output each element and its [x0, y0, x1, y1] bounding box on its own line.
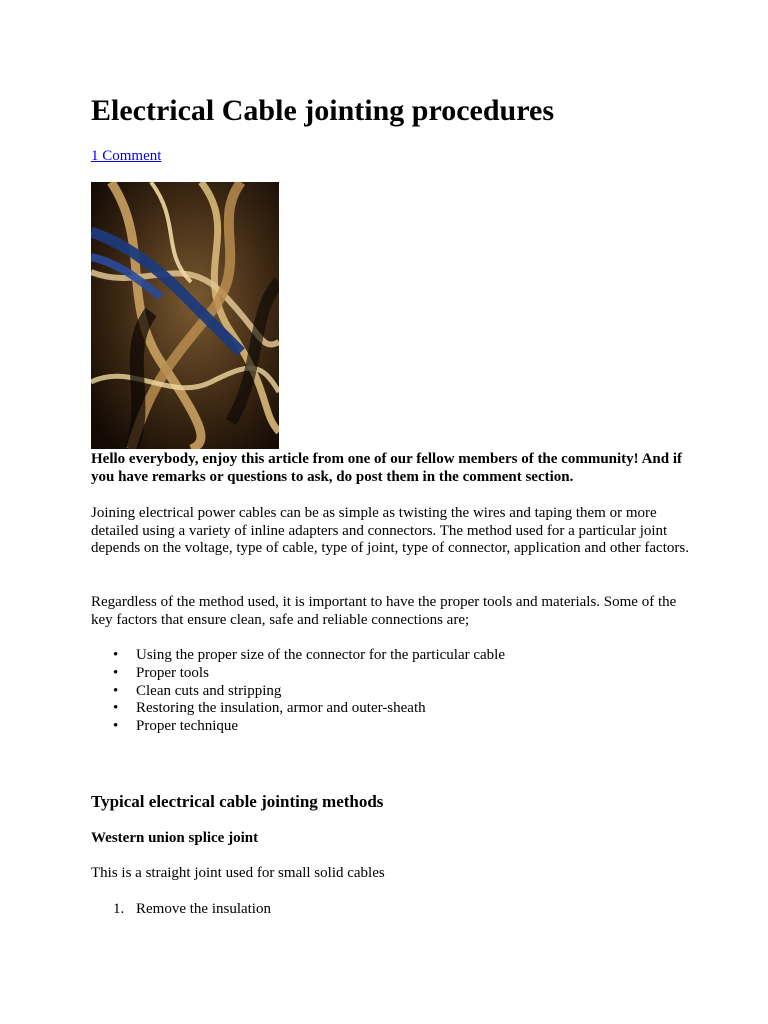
bullet-icon: • — [113, 700, 119, 717]
bullet-icon: • — [113, 682, 119, 699]
list-item: • Restoring the insulation, armor and outer-sheath — [113, 700, 426, 717]
section-heading: Typical electrical cable jointing methods — [91, 792, 384, 811]
body-paragraph-2: Regardless of the method used, it is important to have the proper tools and materials. Some of the key factors that ensure clean, safe and reliable connections are; — [91, 594, 677, 628]
body-paragraph-1: Joining electrical power cables can be as simple as twisting the wires and taping them or more detailed using a variety of inline adapters and connectors. The method used for a particular joint depends on the voltage, type of cable, type of joint, type of connector, application and other factors. — [91, 505, 689, 557]
cables-photo — [91, 182, 279, 449]
bullet-icon: • — [113, 664, 119, 681]
list-item — [91, 900, 271, 918]
body-paragraph-3: This is a straight joint used for small solid cables — [91, 865, 385, 881]
steps-list — [91, 900, 271, 918]
list-item: • Using the proper size of the connector for the particular cable — [113, 647, 506, 663]
list-item: • Clean cuts and stripping — [113, 682, 282, 699]
bullet-icon: • — [113, 718, 119, 735]
step-number: 1. — [113, 901, 125, 917]
list-item: • Proper tools — [113, 664, 209, 681]
bullet-icon: • — [113, 647, 119, 663]
list-item: • Proper technique — [113, 718, 239, 735]
comment-count-link[interactable]: 1 Comment — [91, 148, 162, 164]
step-text: Remove the insulation — [136, 901, 271, 917]
intro-paragraph: Hello everybody, enjoy this article from one of our fellow members of the community! And if you have remarks or questions to ask, do post them in the comment section. — [91, 451, 683, 485]
page-title: Electrical Cable jointing procedures — [91, 94, 555, 127]
key-factors-list — [91, 647, 505, 736]
subsection-heading: Western union splice joint — [91, 830, 259, 846]
